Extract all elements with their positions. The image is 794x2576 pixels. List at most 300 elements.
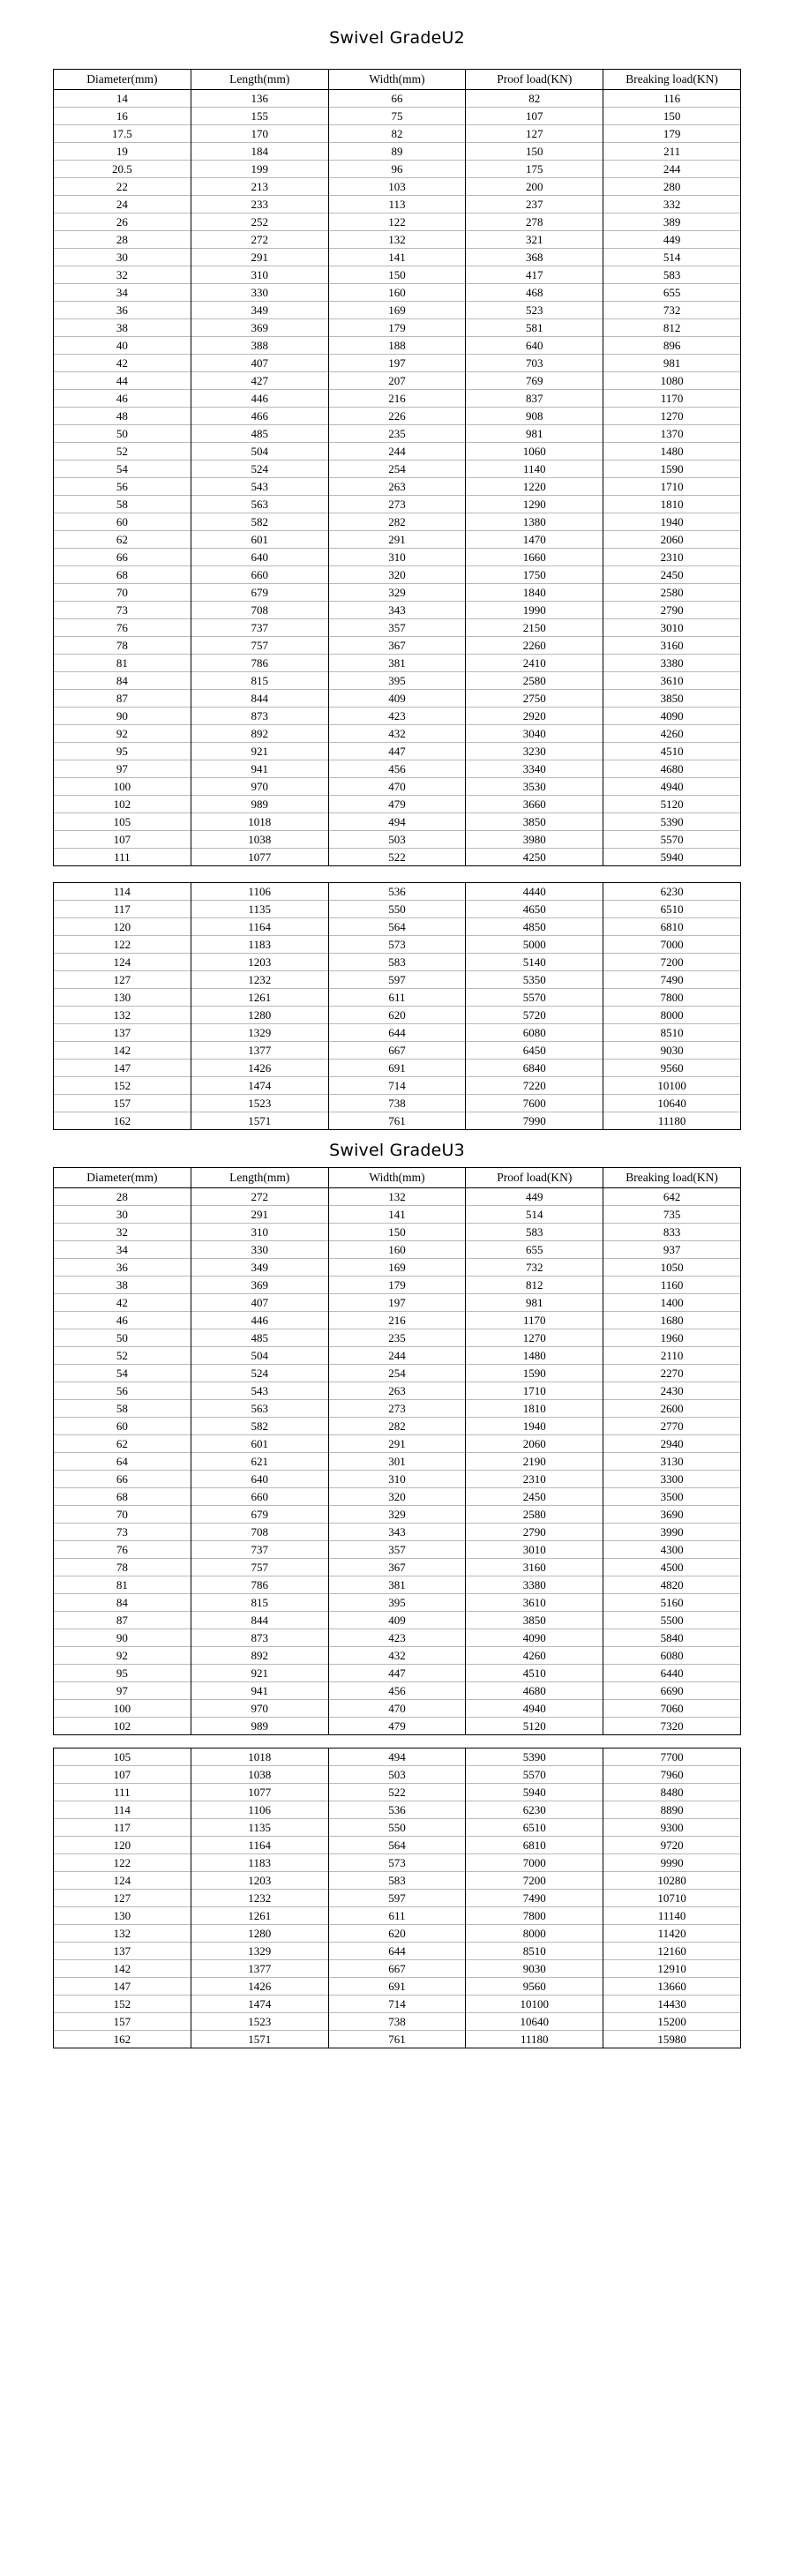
table-cell-Breaking load(KN): 389: [603, 213, 741, 231]
table-cell-Length(mm): 1183: [191, 936, 328, 954]
table-cell-Diameter(mm): 70: [54, 584, 191, 602]
table-cell-Length(mm): 272: [191, 1188, 328, 1206]
table-cell-Length(mm): 136: [191, 90, 328, 108]
table-cell-Breaking load(KN): 4500: [603, 1559, 741, 1576]
table-cell-Breaking load(KN): 812: [603, 319, 741, 337]
table-cell-Breaking load(KN): 514: [603, 249, 741, 266]
table-row: [54, 1629, 741, 1647]
table-cell-Breaking load(KN): 2450: [603, 566, 741, 584]
table-cell-Breaking load(KN): 1590: [603, 461, 741, 478]
table-cell-Proof load(KN): 3010: [466, 1541, 603, 1559]
table-cell-Diameter(mm): 162: [54, 1112, 191, 1130]
table-cell-Diameter(mm): 130: [54, 1907, 191, 1925]
table-row: [54, 1418, 741, 1435]
table-cell-Proof load(KN): 5940: [466, 1784, 603, 1801]
table-cell-Breaking load(KN): 1960: [603, 1329, 741, 1347]
table-cell-Width(mm): 550: [328, 1819, 466, 1837]
table-cell-Width(mm): 644: [328, 1024, 466, 1042]
table-cell-Width(mm): 160: [328, 1241, 466, 1259]
table-cell-Breaking load(KN): 15200: [603, 2013, 741, 2031]
table-row: [54, 1329, 741, 1347]
table-cell-Width(mm): 357: [328, 619, 466, 637]
table-row: [54, 1382, 741, 1400]
table-cell-Diameter(mm): 19: [54, 143, 191, 161]
table-cell-Length(mm): 1135: [191, 1819, 328, 1837]
table-cell-Breaking load(KN): 1810: [603, 496, 741, 513]
table-cell-Length(mm): 1232: [191, 971, 328, 989]
table-cell-Width(mm): 691: [328, 1978, 466, 1996]
table-cell-Diameter(mm): 117: [54, 1819, 191, 1837]
spec-table-gradeu2-part2: [53, 882, 741, 1130]
table-row: [54, 637, 741, 655]
table-cell-Diameter(mm): 40: [54, 337, 191, 355]
table-cell-Breaking load(KN): 3500: [603, 1488, 741, 1506]
table-row: [54, 1206, 741, 1224]
table-cell-Diameter(mm): 127: [54, 971, 191, 989]
table-cell-Width(mm): 291: [328, 1435, 466, 1453]
table-cell-Breaking load(KN): 833: [603, 1224, 741, 1241]
table-cell-Breaking load(KN): 9030: [603, 1042, 741, 1060]
table-cell-Width(mm): 343: [328, 1524, 466, 1541]
table-row: [54, 1453, 741, 1471]
table-cell-Proof load(KN): 4680: [466, 1682, 603, 1700]
table-cell-Breaking load(KN): 11180: [603, 1112, 741, 1130]
table-row: [54, 178, 741, 196]
table-cell-Diameter(mm): 130: [54, 989, 191, 1007]
table-cell-Diameter(mm): 17.5: [54, 125, 191, 143]
table-cell-Breaking load(KN): 3010: [603, 619, 741, 637]
table-cell-Width(mm): 254: [328, 461, 466, 478]
table-row: [54, 1576, 741, 1594]
table-cell-Width(mm): 409: [328, 1612, 466, 1629]
table-cell-Diameter(mm): 114: [54, 883, 191, 901]
table-cell-Width(mm): 82: [328, 125, 466, 143]
table-cell-Length(mm): 989: [191, 796, 328, 813]
table-cell-Proof load(KN): 127: [466, 125, 603, 143]
table-cell-Breaking load(KN): 642: [603, 1188, 741, 1206]
table-cell-Breaking load(KN): 11420: [603, 1925, 741, 1943]
table-cell-Length(mm): 233: [191, 196, 328, 213]
table-cell-Width(mm): 310: [328, 549, 466, 566]
table-cell-Proof load(KN): 321: [466, 231, 603, 249]
table-cell-Length(mm): 679: [191, 584, 328, 602]
table-cell-Length(mm): 1077: [191, 1784, 328, 1801]
table-cell-Width(mm): 310: [328, 1471, 466, 1488]
table-cell-Breaking load(KN): 7700: [603, 1749, 741, 1766]
table-cell-Length(mm): 310: [191, 1224, 328, 1241]
table-cell-Length(mm): 1135: [191, 901, 328, 918]
table-row: [54, 1612, 741, 1629]
table-cell-Width(mm): 367: [328, 1559, 466, 1576]
table-cell-Breaking load(KN): 6080: [603, 1647, 741, 1665]
table-row: [54, 743, 741, 760]
table-cell-Diameter(mm): 60: [54, 513, 191, 531]
table-cell-Width(mm): 320: [328, 566, 466, 584]
table-cell-Length(mm): 1018: [191, 1749, 328, 1766]
table-cell-Proof load(KN): 4440: [466, 883, 603, 901]
table-row: [54, 796, 741, 813]
column-header-proof-load: Proof load(KN): [466, 70, 603, 90]
table-cell-Proof load(KN): 5140: [466, 954, 603, 971]
table-cell-Breaking load(KN): 10280: [603, 1872, 741, 1890]
table-cell-Length(mm): 349: [191, 1259, 328, 1277]
table-cell-Width(mm): 536: [328, 883, 466, 901]
table-cell-Width(mm): 620: [328, 1007, 466, 1024]
table-row: [54, 1294, 741, 1312]
table-row: [54, 831, 741, 849]
table-cell-Width(mm): 432: [328, 725, 466, 743]
table-cell-Diameter(mm): 66: [54, 1471, 191, 1488]
table-cell-Length(mm): 1377: [191, 1960, 328, 1978]
table-row: [54, 125, 741, 143]
table-cell-Width(mm): 226: [328, 408, 466, 425]
table-cell-Width(mm): 291: [328, 531, 466, 549]
table-cell-Proof load(KN): 6840: [466, 1060, 603, 1077]
table-cell-Diameter(mm): 44: [54, 372, 191, 390]
table-cell-Length(mm): 524: [191, 1365, 328, 1382]
table-row: [54, 1996, 741, 2013]
table-cell-Diameter(mm): 50: [54, 425, 191, 443]
table-cell-Breaking load(KN): 937: [603, 1241, 741, 1259]
table-cell-Diameter(mm): 90: [54, 708, 191, 725]
table-cell-Length(mm): 1474: [191, 1077, 328, 1095]
table-cell-Proof load(KN): 1940: [466, 1418, 603, 1435]
table-cell-Diameter(mm): 111: [54, 1784, 191, 1801]
table-cell-Width(mm): 235: [328, 1329, 466, 1347]
table-cell-Proof load(KN): 7000: [466, 1854, 603, 1872]
table-cell-Diameter(mm): 122: [54, 1854, 191, 1872]
table-cell-Width(mm): 738: [328, 1095, 466, 1112]
table-cell-Breaking load(KN): 1160: [603, 1277, 741, 1294]
table-cell-Width(mm): 381: [328, 655, 466, 672]
table-cell-Breaking load(KN): 1480: [603, 443, 741, 461]
table-cell-Proof load(KN): 237: [466, 196, 603, 213]
table-cell-Diameter(mm): 107: [54, 831, 191, 849]
table-cell-Diameter(mm): 34: [54, 1241, 191, 1259]
table-cell-Proof load(KN): 200: [466, 178, 603, 196]
table-cell-Breaking load(KN): 6230: [603, 883, 741, 901]
table-cell-Diameter(mm): 102: [54, 796, 191, 813]
table-row: [54, 196, 741, 213]
table-cell-Diameter(mm): 92: [54, 725, 191, 743]
table-cell-Breaking load(KN): 1940: [603, 513, 741, 531]
column-header-breaking-load: Breaking load(KN): [603, 70, 741, 90]
table-cell-Length(mm): 708: [191, 602, 328, 619]
table-row: [54, 954, 741, 971]
table-row: [54, 1854, 741, 1872]
table-cell-Diameter(mm): 132: [54, 1007, 191, 1024]
table-cell-Length(mm): 1261: [191, 1907, 328, 1925]
table-cell-Length(mm): 1232: [191, 1890, 328, 1907]
table-cell-Length(mm): 1523: [191, 2013, 328, 2031]
table-row: [54, 1024, 741, 1042]
table-cell-Proof load(KN): 9030: [466, 1960, 603, 1978]
table-cell-Breaking load(KN): 735: [603, 1206, 741, 1224]
table-cell-Length(mm): 1038: [191, 1766, 328, 1784]
table-cell-Proof load(KN): 1840: [466, 584, 603, 602]
table-cell-Width(mm): 409: [328, 690, 466, 708]
table-cell-Proof load(KN): 5000: [466, 936, 603, 954]
table-cell-Diameter(mm): 20.5: [54, 161, 191, 178]
table-cell-Proof load(KN): 1270: [466, 1329, 603, 1347]
table-cell-Length(mm): 679: [191, 1506, 328, 1524]
table-row: [54, 1819, 741, 1837]
table-row: [54, 1682, 741, 1700]
table-cell-Breaking load(KN): 2270: [603, 1365, 741, 1382]
table-cell-Diameter(mm): 147: [54, 1978, 191, 1996]
table-cell-Length(mm): 621: [191, 1453, 328, 1471]
table-row: [54, 1784, 741, 1801]
table-cell-Diameter(mm): 24: [54, 196, 191, 213]
table-cell-Width(mm): 583: [328, 1872, 466, 1890]
table-cell-Diameter(mm): 120: [54, 1837, 191, 1854]
table-cell-Width(mm): 169: [328, 1259, 466, 1277]
table-cell-Breaking load(KN): 3990: [603, 1524, 741, 1541]
table-row: [54, 443, 741, 461]
table-cell-Length(mm): 485: [191, 1329, 328, 1347]
table-cell-Proof load(KN): 3850: [466, 1612, 603, 1629]
table-cell-Length(mm): 291: [191, 249, 328, 266]
table-cell-Diameter(mm): 152: [54, 1996, 191, 2013]
table-cell-Breaking load(KN): 10100: [603, 1077, 741, 1095]
table-cell-Length(mm): 330: [191, 1241, 328, 1259]
table-cell-Breaking load(KN): 7060: [603, 1700, 741, 1718]
table-cell-Width(mm): 66: [328, 90, 466, 108]
table-cell-Width(mm): 479: [328, 796, 466, 813]
table-cell-Breaking load(KN): 5160: [603, 1594, 741, 1612]
gradeu3-table-block-2: [53, 1748, 741, 2048]
table-cell-Breaking load(KN): 12910: [603, 1960, 741, 1978]
column-header-length: Length(mm): [191, 70, 328, 90]
table-cell-Diameter(mm): 76: [54, 1541, 191, 1559]
table-cell-Length(mm): 1038: [191, 831, 328, 849]
table-cell-Length(mm): 199: [191, 161, 328, 178]
table-cell-Proof load(KN): 908: [466, 408, 603, 425]
table-cell-Length(mm): 1203: [191, 1872, 328, 1890]
table-cell-Length(mm): 582: [191, 513, 328, 531]
table-cell-Width(mm): 343: [328, 602, 466, 619]
table-cell-Length(mm): 660: [191, 566, 328, 584]
table-row: [54, 1960, 741, 1978]
table-cell-Diameter(mm): 36: [54, 302, 191, 319]
table-cell-Diameter(mm): 100: [54, 778, 191, 796]
table-cell-Breaking load(KN): 4090: [603, 708, 741, 725]
table-cell-Breaking load(KN): 5840: [603, 1629, 741, 1647]
table-cell-Breaking load(KN): 3130: [603, 1453, 741, 1471]
table-row: [54, 1042, 741, 1060]
table-cell-Proof load(KN): 1290: [466, 496, 603, 513]
table-cell-Length(mm): 815: [191, 1594, 328, 1612]
table-cell-Width(mm): 103: [328, 178, 466, 196]
table-row: [54, 655, 741, 672]
table-cell-Width(mm): 583: [328, 954, 466, 971]
table-cell-Width(mm): 254: [328, 1365, 466, 1382]
table-cell-Proof load(KN): 8000: [466, 1925, 603, 1943]
table-cell-Width(mm): 263: [328, 1382, 466, 1400]
table-cell-Diameter(mm): 114: [54, 1801, 191, 1819]
table-cell-Breaking load(KN): 179: [603, 125, 741, 143]
table-cell-Length(mm): 1106: [191, 883, 328, 901]
table-row: [54, 1400, 741, 1418]
table-cell-Diameter(mm): 117: [54, 901, 191, 918]
table-cell-Breaking load(KN): 4260: [603, 725, 741, 743]
table-cell-Proof load(KN): 82: [466, 90, 603, 108]
table-cell-Length(mm): 446: [191, 390, 328, 408]
table-row: [54, 813, 741, 831]
table-cell-Breaking load(KN): 1710: [603, 478, 741, 496]
table-row: [54, 408, 741, 425]
table-cell-Length(mm): 1329: [191, 1943, 328, 1960]
table-header: [54, 1168, 741, 1188]
table-cell-Width(mm): 447: [328, 743, 466, 760]
table-cell-Width(mm): 644: [328, 1943, 466, 1960]
table-cell-Proof load(KN): 6810: [466, 1837, 603, 1854]
table-cell-Width(mm): 432: [328, 1647, 466, 1665]
header-row: [54, 70, 741, 90]
table-cell-Diameter(mm): 132: [54, 1925, 191, 1943]
table-cell-Breaking load(KN): 583: [603, 266, 741, 284]
table-cell-Width(mm): 597: [328, 971, 466, 989]
table-cell-Width(mm): 282: [328, 513, 466, 531]
table-body: [54, 883, 741, 1130]
table-cell-Diameter(mm): 97: [54, 760, 191, 778]
table-cell-Width(mm): 494: [328, 813, 466, 831]
table-row: [54, 213, 741, 231]
section-title-gradeu3: Swivel GradeU3: [329, 1141, 465, 1160]
table-cell-Width(mm): 564: [328, 918, 466, 936]
table-cell-Breaking load(KN): 3380: [603, 655, 741, 672]
table-cell-Diameter(mm): 30: [54, 1206, 191, 1224]
table-row: [54, 1524, 741, 1541]
table-cell-Length(mm): 310: [191, 266, 328, 284]
table-cell-Length(mm): 786: [191, 1576, 328, 1594]
table-cell-Proof load(KN): 5570: [466, 1766, 603, 1784]
table-cell-Proof load(KN): 3610: [466, 1594, 603, 1612]
table-cell-Diameter(mm): 36: [54, 1259, 191, 1277]
table-cell-Length(mm): 921: [191, 1665, 328, 1682]
table-row: [54, 1890, 741, 1907]
table-cell-Breaking load(KN): 2770: [603, 1418, 741, 1435]
table-cell-Breaking load(KN): 5570: [603, 831, 741, 849]
table-cell-Breaking load(KN): 6440: [603, 1665, 741, 1682]
table-cell-Diameter(mm): 120: [54, 918, 191, 936]
table-cell-Diameter(mm): 84: [54, 1594, 191, 1612]
table-cell-Proof load(KN): 6450: [466, 1042, 603, 1060]
table-row: [54, 231, 741, 249]
column-header-proof-load: Proof load(KN): [466, 1168, 603, 1188]
table-cell-Proof load(KN): 3040: [466, 725, 603, 743]
table-cell-Proof load(KN): 7200: [466, 1872, 603, 1890]
table-row: [54, 849, 741, 866]
table-cell-Diameter(mm): 87: [54, 690, 191, 708]
table-cell-Width(mm): 179: [328, 319, 466, 337]
table-cell-Proof load(KN): 981: [466, 425, 603, 443]
table-cell-Width(mm): 470: [328, 778, 466, 796]
table-cell-Diameter(mm): 111: [54, 849, 191, 866]
table-cell-Length(mm): 543: [191, 478, 328, 496]
table-cell-Diameter(mm): 52: [54, 443, 191, 461]
table-cell-Diameter(mm): 54: [54, 461, 191, 478]
table-cell-Length(mm): 330: [191, 284, 328, 302]
table-cell-Diameter(mm): 28: [54, 231, 191, 249]
table-cell-Proof load(KN): 3980: [466, 831, 603, 849]
table-cell-Breaking load(KN): 7490: [603, 971, 741, 989]
table-row: [54, 1112, 741, 1130]
table-cell-Diameter(mm): 16: [54, 108, 191, 125]
table-cell-Proof load(KN): 2790: [466, 1524, 603, 1541]
table-cell-Length(mm): 369: [191, 1277, 328, 1294]
table-cell-Proof load(KN): 5120: [466, 1718, 603, 1735]
table-cell-Diameter(mm): 87: [54, 1612, 191, 1629]
table-cell-Proof load(KN): 583: [466, 1224, 603, 1241]
table-cell-Width(mm): 263: [328, 478, 466, 496]
table-cell-Length(mm): 504: [191, 1347, 328, 1365]
table-cell-Proof load(KN): 6080: [466, 1024, 603, 1042]
table-cell-Length(mm): 252: [191, 213, 328, 231]
table-row: [54, 936, 741, 954]
header-row: [54, 1168, 741, 1188]
table-cell-Length(mm): 1571: [191, 1112, 328, 1130]
table-cell-Length(mm): 844: [191, 690, 328, 708]
table-cell-Breaking load(KN): 7000: [603, 936, 741, 954]
table-cell-Diameter(mm): 54: [54, 1365, 191, 1382]
table-row: [54, 760, 741, 778]
table-cell-Breaking load(KN): 2060: [603, 531, 741, 549]
table-cell-Width(mm): 479: [328, 1718, 466, 1735]
table-row: [54, 1925, 741, 1943]
table-cell-Breaking load(KN): 13660: [603, 1978, 741, 1996]
table-cell-Proof load(KN): 5350: [466, 971, 603, 989]
table-cell-Breaking load(KN): 6690: [603, 1682, 741, 1700]
table-cell-Diameter(mm): 76: [54, 619, 191, 637]
table-cell-Width(mm): 536: [328, 1801, 466, 1819]
table-row: [54, 390, 741, 408]
table-cell-Breaking load(KN): 5390: [603, 813, 741, 831]
section-title-gradeu2: Swivel GradeU2: [329, 28, 465, 48]
table-cell-Width(mm): 320: [328, 1488, 466, 1506]
table-cell-Length(mm): 213: [191, 178, 328, 196]
table-cell-Breaking load(KN): 2110: [603, 1347, 741, 1365]
table-cell-Length(mm): 466: [191, 408, 328, 425]
table-cell-Proof load(KN): 4510: [466, 1665, 603, 1682]
table-row: [54, 302, 741, 319]
table-cell-Length(mm): 427: [191, 372, 328, 390]
table-row: [54, 1259, 741, 1277]
table-cell-Diameter(mm): 95: [54, 1665, 191, 1682]
table-cell-Breaking load(KN): 3160: [603, 637, 741, 655]
table-cell-Diameter(mm): 62: [54, 1435, 191, 1453]
table-cell-Width(mm): 216: [328, 390, 466, 408]
table-row: [54, 1872, 741, 1890]
table-cell-Length(mm): 485: [191, 425, 328, 443]
table-cell-Breaking load(KN): 3850: [603, 690, 741, 708]
table-row: [54, 1488, 741, 1506]
table-cell-Breaking load(KN): 4510: [603, 743, 741, 760]
table-cell-Diameter(mm): 60: [54, 1418, 191, 1435]
table-cell-Breaking load(KN): 10640: [603, 1095, 741, 1112]
table-cell-Width(mm): 75: [328, 108, 466, 125]
table-cell-Length(mm): 844: [191, 1612, 328, 1629]
table-block-gap: [53, 1735, 741, 1748]
table-cell-Diameter(mm): 28: [54, 1188, 191, 1206]
table-cell-Length(mm): 815: [191, 672, 328, 690]
table-cell-Width(mm): 423: [328, 1629, 466, 1647]
table-row: [54, 143, 741, 161]
table-row: [54, 161, 741, 178]
table-row: [54, 1647, 741, 1665]
table-cell-Width(mm): 667: [328, 1960, 466, 1978]
table-cell-Breaking load(KN): 211: [603, 143, 741, 161]
